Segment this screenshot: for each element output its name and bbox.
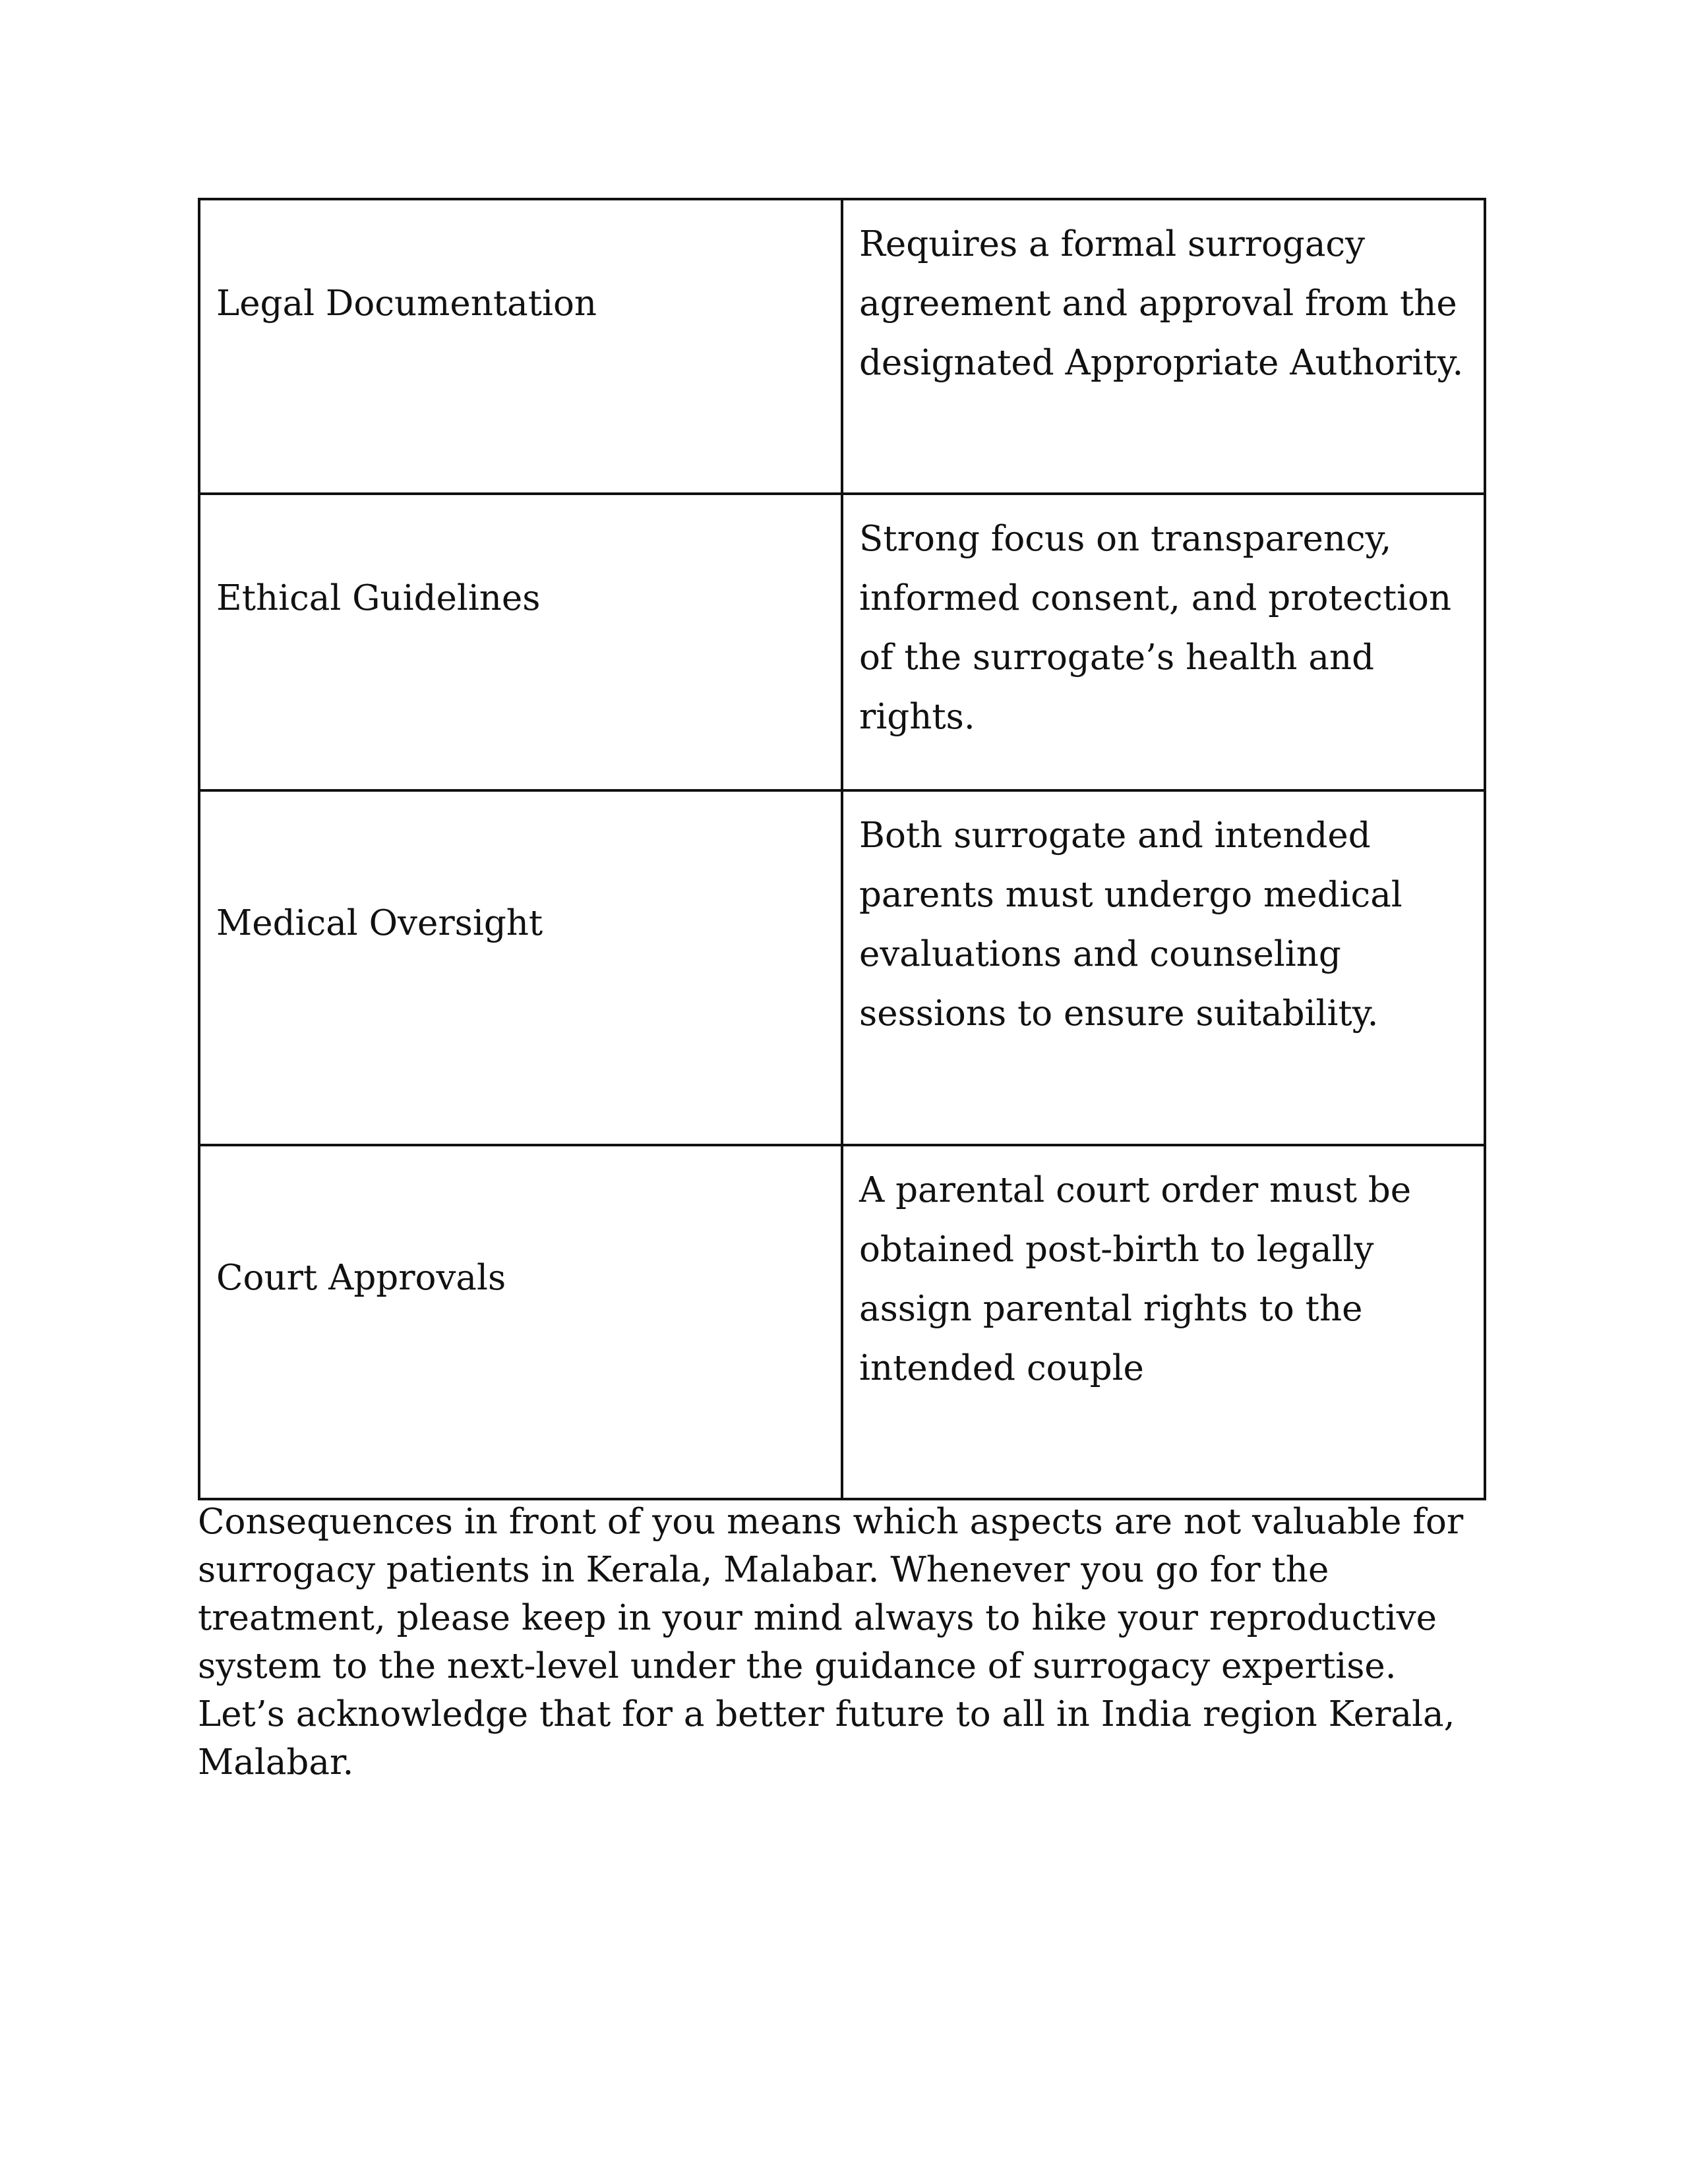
table-row xyxy=(199,199,1485,494)
row-description: Requires a formal surrogacy agreement and approval from the designated Appropriate Authority. xyxy=(842,199,1485,494)
row-label: Ethical Guidelines xyxy=(199,494,842,790)
row-description: Strong focus on transparency, informed consent, and protection of the surrogate’s health and rights. xyxy=(842,494,1485,790)
table-row xyxy=(199,494,1485,790)
row-label: Medical Oversight xyxy=(199,790,842,1145)
row-description: A parental court order must be obtained post-birth to legally assign parental rights to the intended couple xyxy=(842,1145,1485,1499)
surrogacy-requirements-table xyxy=(198,198,1486,1500)
closing-paragraph: Consequences in front of you means which aspects are not valuable for surrogacy patients in Kerala, Malabar. Whenever you go for the treatment, please keep in your mind always to hike your reproductive system to the next-level under the guidance of surrogacy expertise. Let’s acknowledge that for a better future to all in India region Kerala, Malabar. xyxy=(198,1502,1464,1783)
row-description: Both surrogate and intended parents must undergo medical evaluations and counseling sessions to ensure suitability. xyxy=(842,790,1485,1145)
row-label: Court Approvals xyxy=(199,1145,842,1499)
row-label: Legal Documentation xyxy=(199,199,842,494)
table-row xyxy=(199,790,1485,1145)
table-row xyxy=(199,1145,1485,1499)
